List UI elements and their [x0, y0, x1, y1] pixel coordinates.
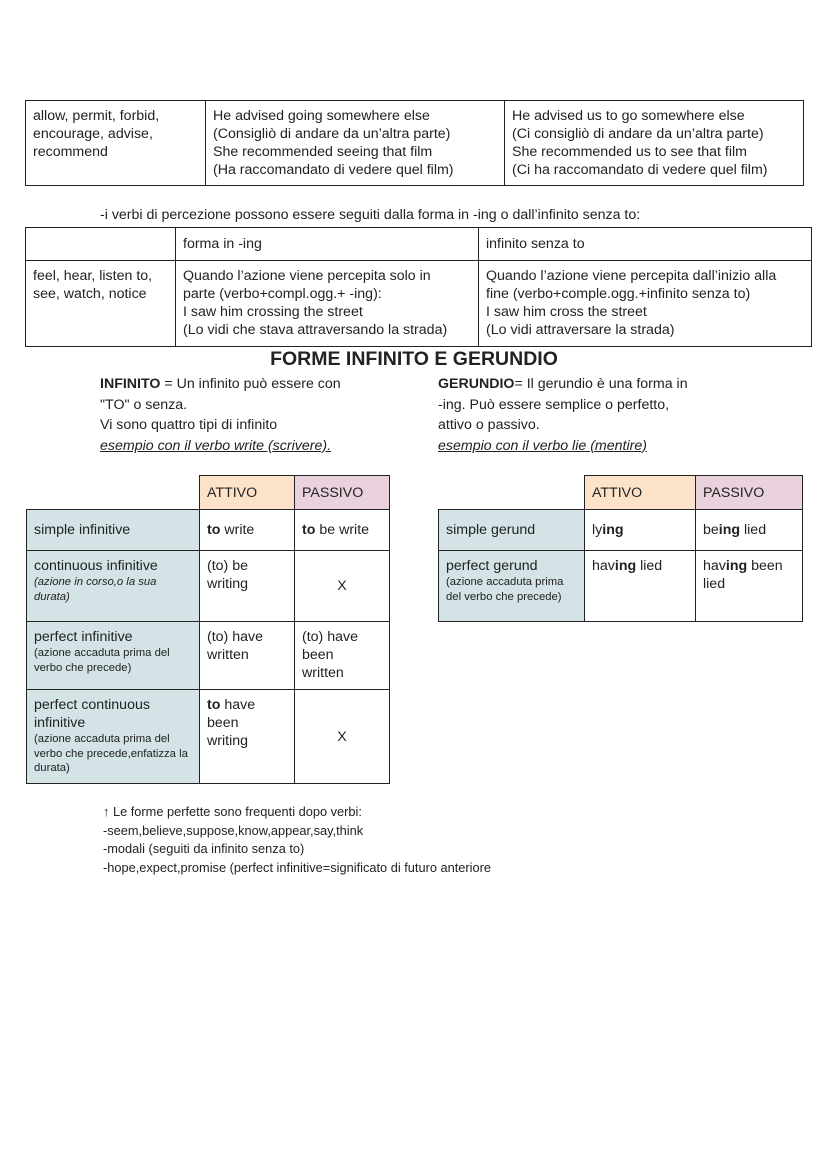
infinitive-forms-table [26, 475, 390, 784]
text-line: (Consigliò di andare da un’altra parte) [213, 126, 451, 142]
text-part: have [220, 697, 256, 713]
note-line: ↑ Le forme perfette sono frequenti dopo verbi: [103, 804, 362, 819]
verb-patterns-table [25, 100, 804, 186]
text-part: ly [592, 522, 603, 538]
not-applicable: X [337, 578, 347, 594]
note-line: -modali (seguiti da infinito senza to) [103, 841, 305, 856]
example-note: esempio con il verbo write (scrivere). [100, 437, 332, 454]
perception-verbs-table [25, 227, 812, 347]
infinito-intro [100, 374, 341, 456]
active-cell [200, 622, 295, 690]
text-line: recommend [33, 144, 108, 160]
passive-cell [295, 551, 390, 622]
form-name-cell [27, 622, 200, 690]
text-line: Quando l’azione viene percepita solo in [183, 268, 431, 284]
form-desc: (azione accaduta prima del verbo che precede,enfatizza la durata) [34, 733, 188, 774]
inf-header [479, 228, 812, 261]
notes [103, 803, 491, 877]
table-row [27, 690, 390, 784]
section-title: FORME INFINITO E GERUNDIO [270, 348, 558, 370]
note-line: -hope,expect,promise (perfect infinitive=significato di futuro anteriore [103, 859, 492, 875]
form-name-cell [439, 510, 585, 551]
infinito-label: INFINITO [100, 376, 161, 392]
passive-cell [295, 622, 390, 690]
table-row [27, 551, 390, 622]
text-part: be [703, 522, 719, 538]
active-header [200, 476, 295, 510]
inf-explanation-cell [479, 261, 812, 347]
gerundio-intro [438, 374, 688, 456]
passive-header [295, 476, 390, 510]
bold-part: to [207, 697, 221, 713]
text-line: fine (verbo+comple.ogg.+infinito senza to) [486, 286, 751, 302]
header-text: forma in -ing [183, 236, 262, 252]
table-row [439, 551, 803, 622]
passive-header [696, 476, 803, 510]
text-line: (Lo vidi che stava attraversando la strada) [183, 322, 448, 338]
gerund-forms-table [438, 475, 803, 622]
passive-cell [696, 510, 803, 551]
form-name: perfect continuous [34, 697, 150, 713]
text-line: writing [207, 576, 248, 592]
gerund-examples-cell [206, 101, 505, 186]
form-name-cell [27, 690, 200, 784]
active-cell [585, 510, 696, 551]
active-cell [200, 510, 295, 551]
active-header [585, 476, 696, 510]
form-desc: (azione accaduta prima del verbo che precede) [446, 576, 564, 603]
active-cell [200, 551, 295, 622]
text-part: lied [636, 558, 663, 574]
perception-intro: -i verbi di percezione possono essere seguiti dalla forma in -ing o dall’infinito senza to: [100, 207, 641, 223]
text-line: see, watch, notice [33, 286, 147, 302]
text-part: hav [703, 558, 726, 574]
empty-corner [27, 476, 200, 510]
ing-header [176, 228, 479, 261]
text-line: I saw him cross the street [486, 304, 647, 320]
active-cell [200, 690, 295, 784]
gerundio-label: GERUNDIO [438, 376, 515, 392]
text-part: write [220, 522, 255, 538]
text-part: hav [592, 558, 615, 574]
passive-cell [295, 690, 390, 784]
form-desc: (azione in corso,o la sua durata) [34, 576, 157, 603]
header-text: PASSIVO [703, 484, 765, 501]
empty-corner [439, 476, 585, 510]
example-note: esempio con il verbo lie (mentire) [438, 437, 647, 454]
form-name-cell [439, 551, 585, 622]
form-name: perfect infinitive [34, 629, 133, 645]
text-line: attivo o passivo. [438, 417, 540, 433]
text-line: (to) have [207, 629, 263, 645]
text-line: "TO" o senza. [100, 396, 188, 413]
bold-part: ing [725, 558, 748, 574]
form-name-cell [27, 510, 200, 551]
text-part: been [747, 558, 783, 574]
form-name: perfect gerund [446, 558, 538, 574]
text-line: written [302, 665, 344, 681]
bold-part: ing [718, 522, 741, 538]
text-line: writing [207, 733, 248, 749]
bold-part: to [302, 522, 316, 538]
text-line: feel, hear, listen to, [33, 268, 153, 284]
text-line: been [302, 647, 334, 663]
text-line: = Un infinito può essere con [160, 376, 341, 392]
text-line: (Ci ha raccomandato di vedere quel film) [512, 162, 768, 178]
header-text: ATTIVO [592, 484, 643, 501]
text-line: (to) be [207, 558, 249, 574]
text-line: allow, permit, forbid, [33, 108, 160, 124]
text-line: He advised going somewhere else [213, 108, 430, 124]
perception-verbs-cell [26, 261, 176, 347]
form-name-cell [27, 551, 200, 622]
text-part: be write [315, 522, 370, 538]
form-name: continuous infinitive [34, 558, 158, 574]
form-name: infinitive [34, 715, 86, 731]
header-text: ATTIVO [207, 484, 258, 501]
note-line: -seem,believe,suppose,know,appear,say,think [103, 822, 364, 838]
ing-explanation-cell [176, 261, 479, 347]
text-line: encourage, advise, [33, 126, 153, 142]
text-part: lied [740, 522, 767, 538]
form-name: simple gerund [446, 522, 536, 538]
table-row [439, 510, 803, 551]
bold-part: ing [614, 558, 637, 574]
text-line: been [207, 715, 239, 731]
form-name: simple infinitive [34, 522, 131, 538]
text-line: I saw him crossing the street [183, 304, 363, 320]
active-cell [585, 551, 696, 622]
text-line: (to) have [302, 629, 358, 645]
passive-cell [295, 510, 390, 551]
table-row [27, 622, 390, 690]
table-row [27, 510, 390, 551]
text-line: She recommended us to see that film [512, 144, 748, 160]
infinitive-examples-cell [505, 101, 804, 186]
text-line: He advised us to go somewhere else [512, 108, 745, 124]
verbs-cell [26, 101, 206, 186]
not-applicable: X [337, 728, 347, 745]
text-line: = Il gerundio è una forma in [514, 376, 688, 392]
form-desc: (azione accaduta prima del verbo che precede) [34, 647, 170, 674]
text-line: written [207, 647, 249, 663]
bold-part: ing [602, 522, 624, 538]
text-line: parte (verbo+compl.ogg.+ -ing): [183, 286, 382, 302]
text-line: -ing. Può essere semplice o perfetto, [438, 396, 670, 413]
header-text: PASSIVO [302, 484, 364, 501]
text-line: (Ha raccomandato di vedere quel film) [213, 162, 454, 178]
header-text: infinito senza to [486, 236, 585, 252]
text-line: She recommended seeing that film [213, 144, 433, 160]
empty-header-cell [26, 228, 176, 261]
text-line: (Ci consigliò di andare da un’altra parte) [512, 126, 764, 142]
text-line: Vi sono quattro tipi di infinito [100, 417, 278, 433]
text-line: Quando l’azione viene percepita dall’inizio alla [486, 268, 777, 284]
bold-part: to [207, 522, 221, 538]
text-line: (Lo vidi attraversare la strada) [486, 322, 675, 338]
passive-cell [696, 551, 803, 622]
text-line: lied [703, 576, 726, 592]
